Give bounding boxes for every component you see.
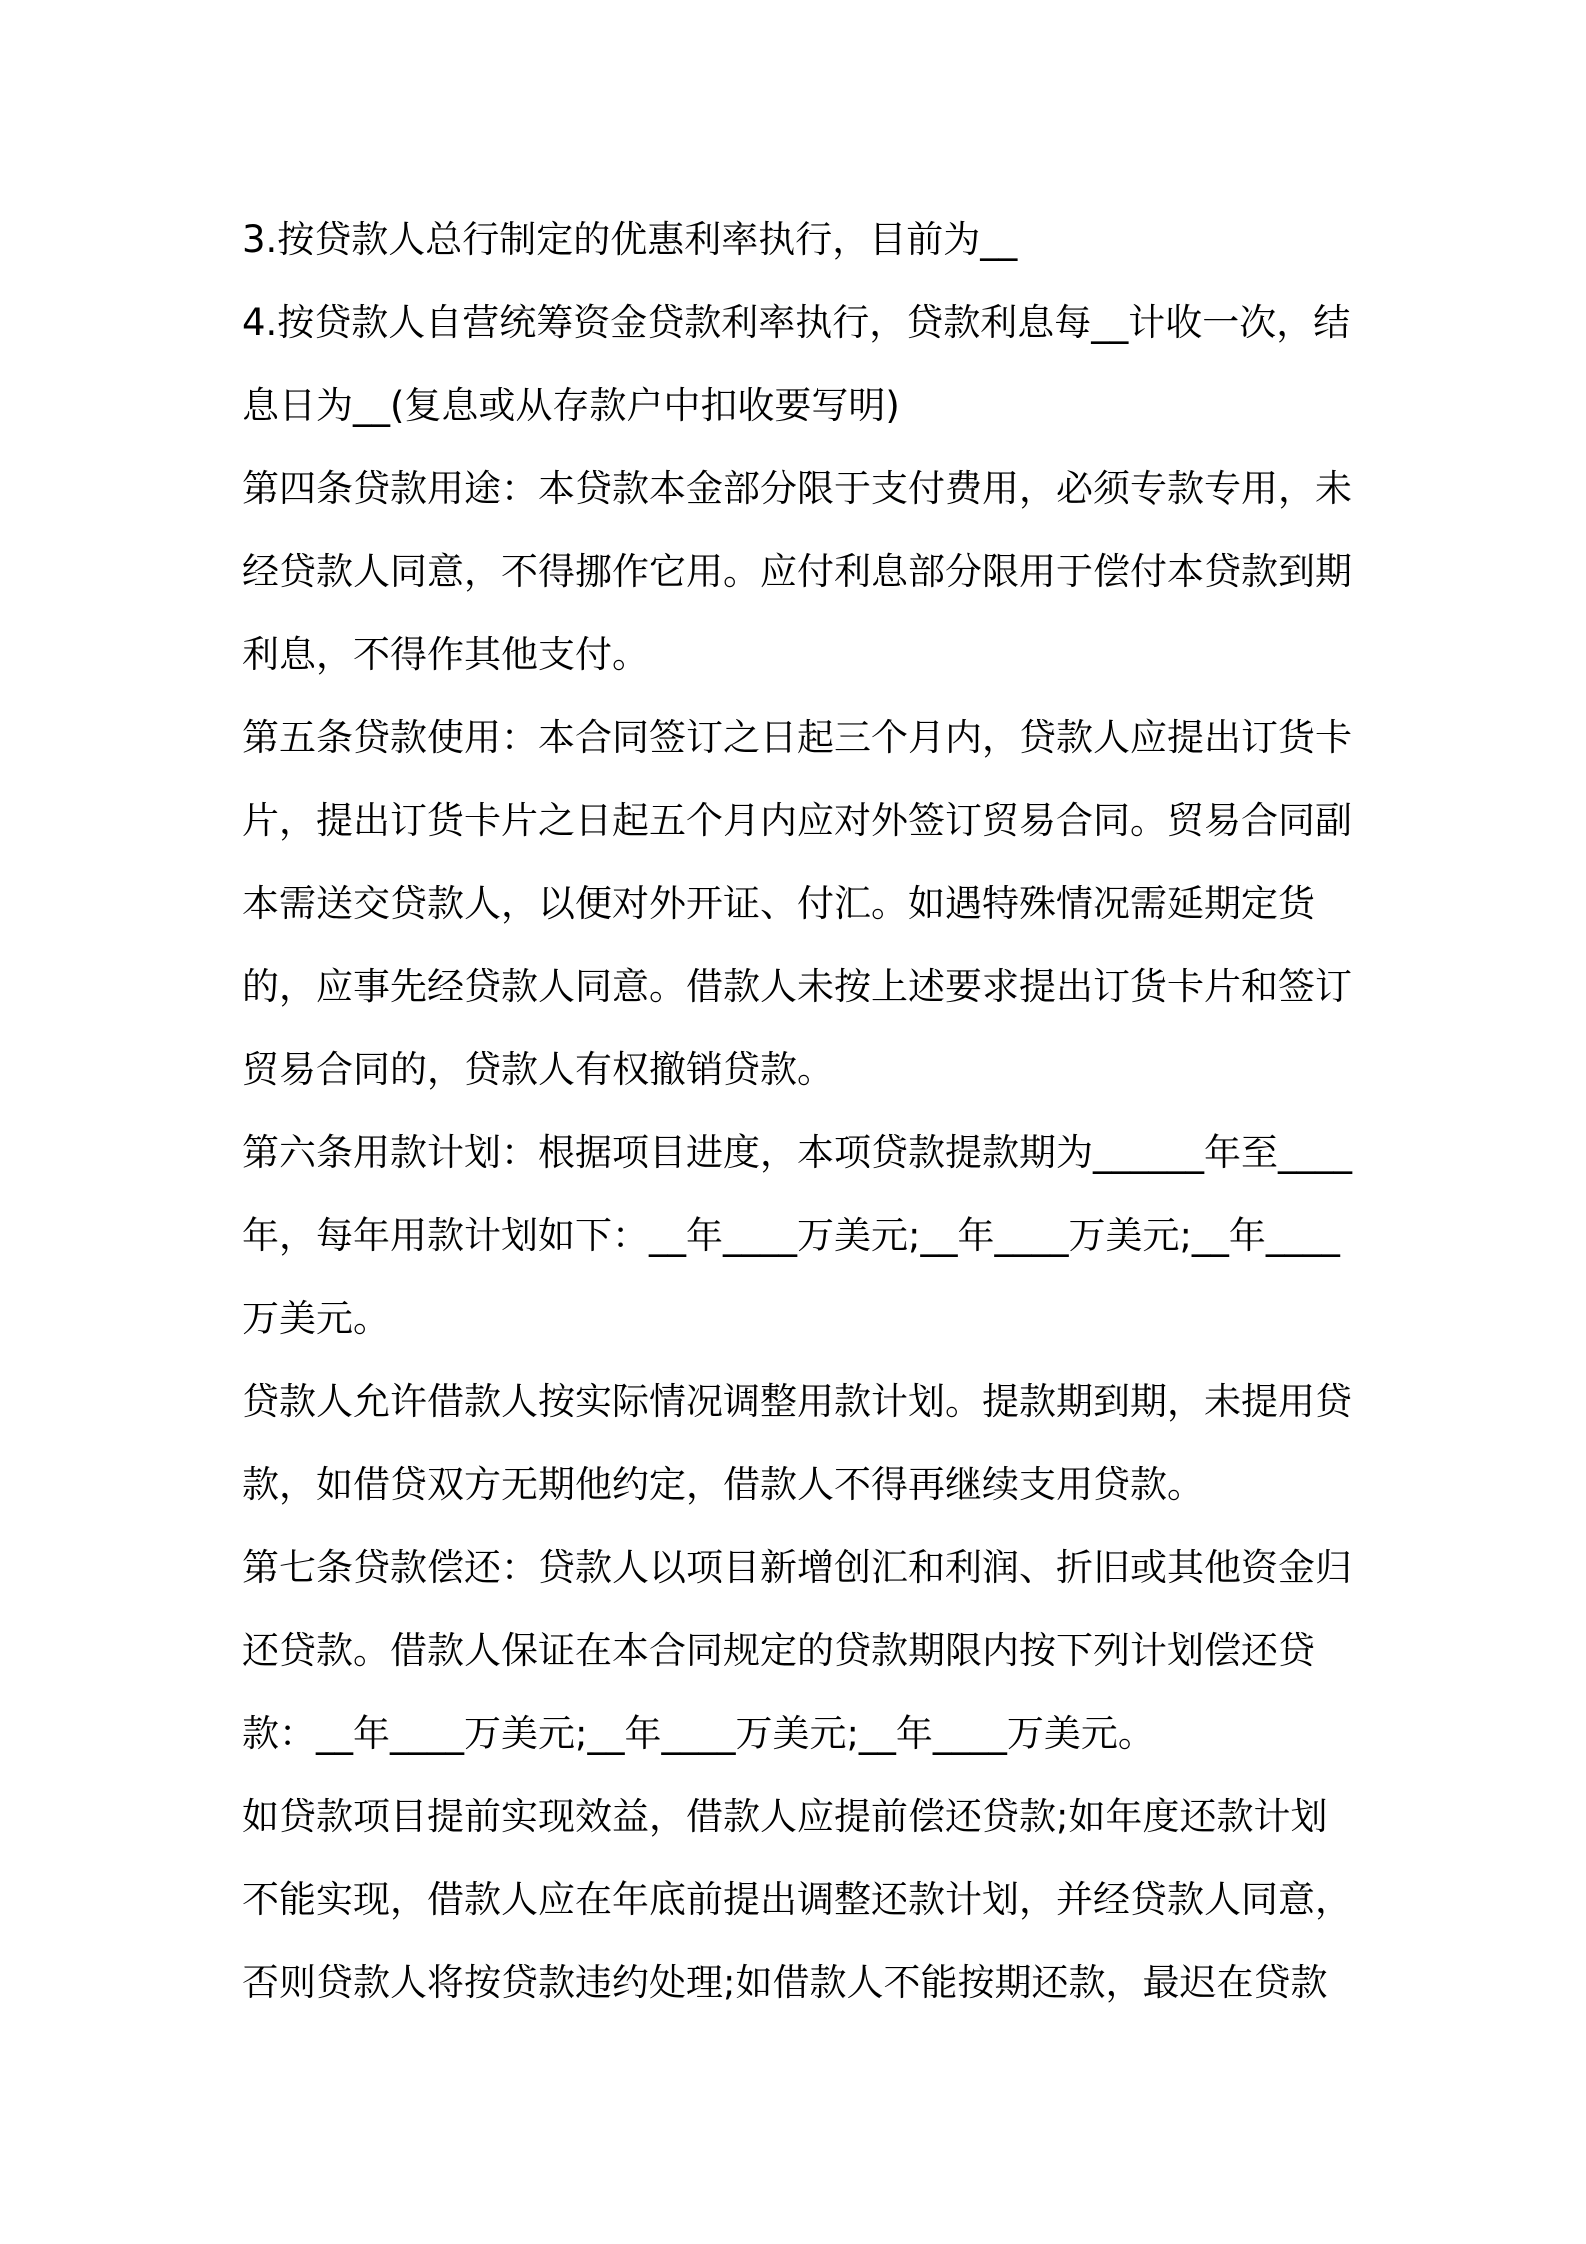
paragraph-clause-3: 3.按贷款人总行制定的优惠利率执行，目前为__ (242, 218, 1018, 261)
paragraph-early-repayment: 如贷款项目提前实现效益，借款人应提前偿还贷款;如年度还款计划不能实现，借款人应在年底前提出调整还款计划，并经贷款人同意，否则贷款人将按贷款违约处理;如借款人不能按期还款，最迟在贷款 (242, 1795, 1352, 2004)
paragraph-article-4-loan-purpose: 第四条贷款用途：本贷款本金部分限于支付费用，必须专款专用，未经贷款人同意，不得挪作它用。应付利息部分限用于偿付本贷款到期利息，不得作其他支付。 (242, 467, 1352, 676)
paragraph-clause-4: 4.按贷款人自营统筹资金贷款利率执行，贷款利息每__计收一次，结息日为__(复息或从存款户中扣收要写明) (242, 301, 1351, 427)
paragraph-article-7-repayment: 第七条贷款偿还：贷款人以项目新增创汇和利润、折旧或其他资金归还贷款。借款人保证在本合同规定的贷款期限内按下列计划偿还贷款：__年____万美元;__年____万美元;__年____万美元。 (242, 1546, 1352, 1755)
paragraph-article-5-loan-use: 第五条贷款使用：本合同签订之日起三个月内，贷款人应提出订货卡片，提出订货卡片之日起五个月内应对外签订贸易合同。贸易合同副本需送交贷款人，以便对外开证、付汇。如遇特殊情况需延期定货的，应事先经贷款人同意。借款人未按上述要求提出订货卡片和签订贸易合同的，贷款人有权撤销贷款。 (242, 716, 1352, 1091)
paragraph-plan-adjustment: 贷款人允许借款人按实际情况调整用款计划。提款期到期，未提用贷款，如借贷双方无期他约定，借款人不得再继续支用贷款。 (242, 1380, 1352, 1506)
document-body (242, 198, 1357, 2024)
paragraph-article-6-drawdown-plan: 第六条用款计划：根据项目进度，本项贷款提款期为______年至____年，每年用款计划如下：__年____万美元;__年____万美元;__年____万美元。 (242, 1131, 1352, 1340)
